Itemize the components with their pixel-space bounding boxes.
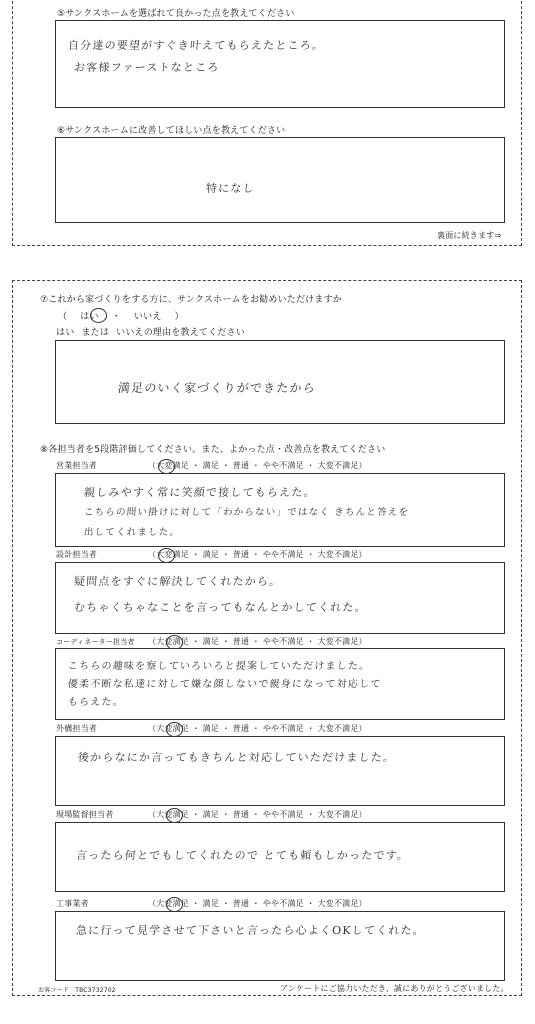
staff-comment-box-sales — [55, 473, 505, 547]
staff-comment-line: こちらの趣味を察していろいろと提案していただけました。 — [67, 661, 371, 672]
q8-title: ⑧各担当者を5段階評価してください。また、よかった点・改善点を教えてください — [40, 445, 386, 455]
staff-comment-line: 出してくれました。 — [83, 527, 181, 538]
rating-circle-exterior — [166, 722, 183, 737]
staff-comment-box-coordinator — [55, 648, 505, 720]
staff-role-design: 設計担当者 — [56, 550, 97, 559]
staff-comment-line: 優柔不断な私達に対して嫌な顔しないで親身になって対応して — [67, 679, 382, 690]
q7-title: ⑦これから家づくりをする方に、サンクスホームをお勧めいただけますか — [40, 295, 342, 305]
footer-code: お客コード TBC3732702 — [38, 987, 116, 994]
q7-reason-prompt: はい または いいえの理由を教えてください — [56, 328, 245, 338]
q5-title: ⑤サンクスホームを選ばれて良かった点を教えてください — [57, 9, 295, 19]
q7-answer-box — [55, 340, 505, 424]
rating-circle-sales — [158, 459, 175, 474]
staff-rating-coordinator: （大変満足 ・ 満足 ・ 普通 ・ やや不満足 ・ 大変不満足） — [148, 637, 367, 646]
q7-yes-circle — [90, 308, 107, 323]
q5-answer-line-2: お客様ファーストなところ — [73, 61, 221, 74]
staff-comment-box-site-supervisor — [55, 822, 505, 892]
staff-rating-design: （大変満足 ・ 満足 ・ 普通 ・ やや不満足 ・ 大変不満足） — [148, 550, 367, 559]
staff-role-coordinator: コーディネーター担当者 — [56, 638, 135, 646]
staff-comment-line: むちゃくちゃなことを言ってもなんとかしてくれた。 — [73, 601, 368, 614]
staff-role-sales: 営業担当者 — [56, 461, 97, 470]
staff-role-contractor: 工事業者 — [56, 899, 89, 908]
staff-comment-line: 親しみやすく常に笑顔で接してもらえた。 — [83, 486, 317, 499]
staff-comment-line: こちらの問い掛けに対して「わからない」ではなく きちんと答えを — [83, 507, 410, 518]
staff-comment-line: もらえた。 — [67, 697, 125, 708]
staff-rating-exterior: （大変満足 ・ 満足 ・ 普通 ・ やや不満足 ・ 大変不満足） — [148, 724, 367, 733]
q6-title: ⑥サンクスホームに改善してほしい点を教えてください — [57, 126, 286, 136]
q6-answer: 特になし — [205, 182, 256, 195]
q6-answer-box — [55, 137, 505, 223]
staff-comment-line: 言ったら何とでもしてくれたので とても頼もしかったです。 — [75, 849, 410, 862]
staff-rating-sales: （大変満足 ・ 満足 ・ 普通 ・ やや不満足 ・ 大変不満足） — [148, 461, 367, 470]
staff-comment-box-exterior — [55, 736, 505, 806]
continue-note: 裏面に続きます⇒ — [437, 231, 502, 240]
q7-answer: 満足のいく家づくりができたから — [117, 381, 317, 395]
staff-role-site-supervisor: 現場監督担当者 — [56, 810, 114, 819]
staff-comment-box-design — [55, 562, 505, 634]
staff-rating-site-supervisor: （大変満足 ・ 満足 ・ 普通 ・ やや不満足 ・ 大変不満足） — [148, 810, 367, 819]
rating-circle-design — [158, 548, 175, 563]
rating-circle-site-supervisor — [166, 808, 183, 823]
staff-rating-contractor: （大変満足 ・ 満足 ・ 普通 ・ やや不満足 ・ 大変不満足） — [148, 899, 367, 908]
rating-circle-contractor — [166, 897, 183, 912]
staff-comment-line: 後からなにか言ってもきちんと対応していただけました。 — [77, 751, 396, 764]
staff-comment-line: 疑問点をすぐに解決してくれたから。 — [73, 575, 282, 588]
staff-role-exterior: 外構担当者 — [56, 724, 97, 733]
q5-answer-box — [55, 20, 505, 108]
staff-comment-box-contractor — [55, 911, 505, 981]
footer-thanks: アンケートにご協力いただき、誠にありがとうございました。 — [280, 984, 509, 993]
q5-answer-line-1: 自分達の要望がすぐき叶えてもらえたところ。 — [67, 39, 325, 52]
staff-comment-line: 急に行って見学させて下さいと言ったら心よくOKしてくれた。 — [75, 924, 426, 937]
q7-options: （ はい ・ いいえ ） — [58, 312, 184, 322]
